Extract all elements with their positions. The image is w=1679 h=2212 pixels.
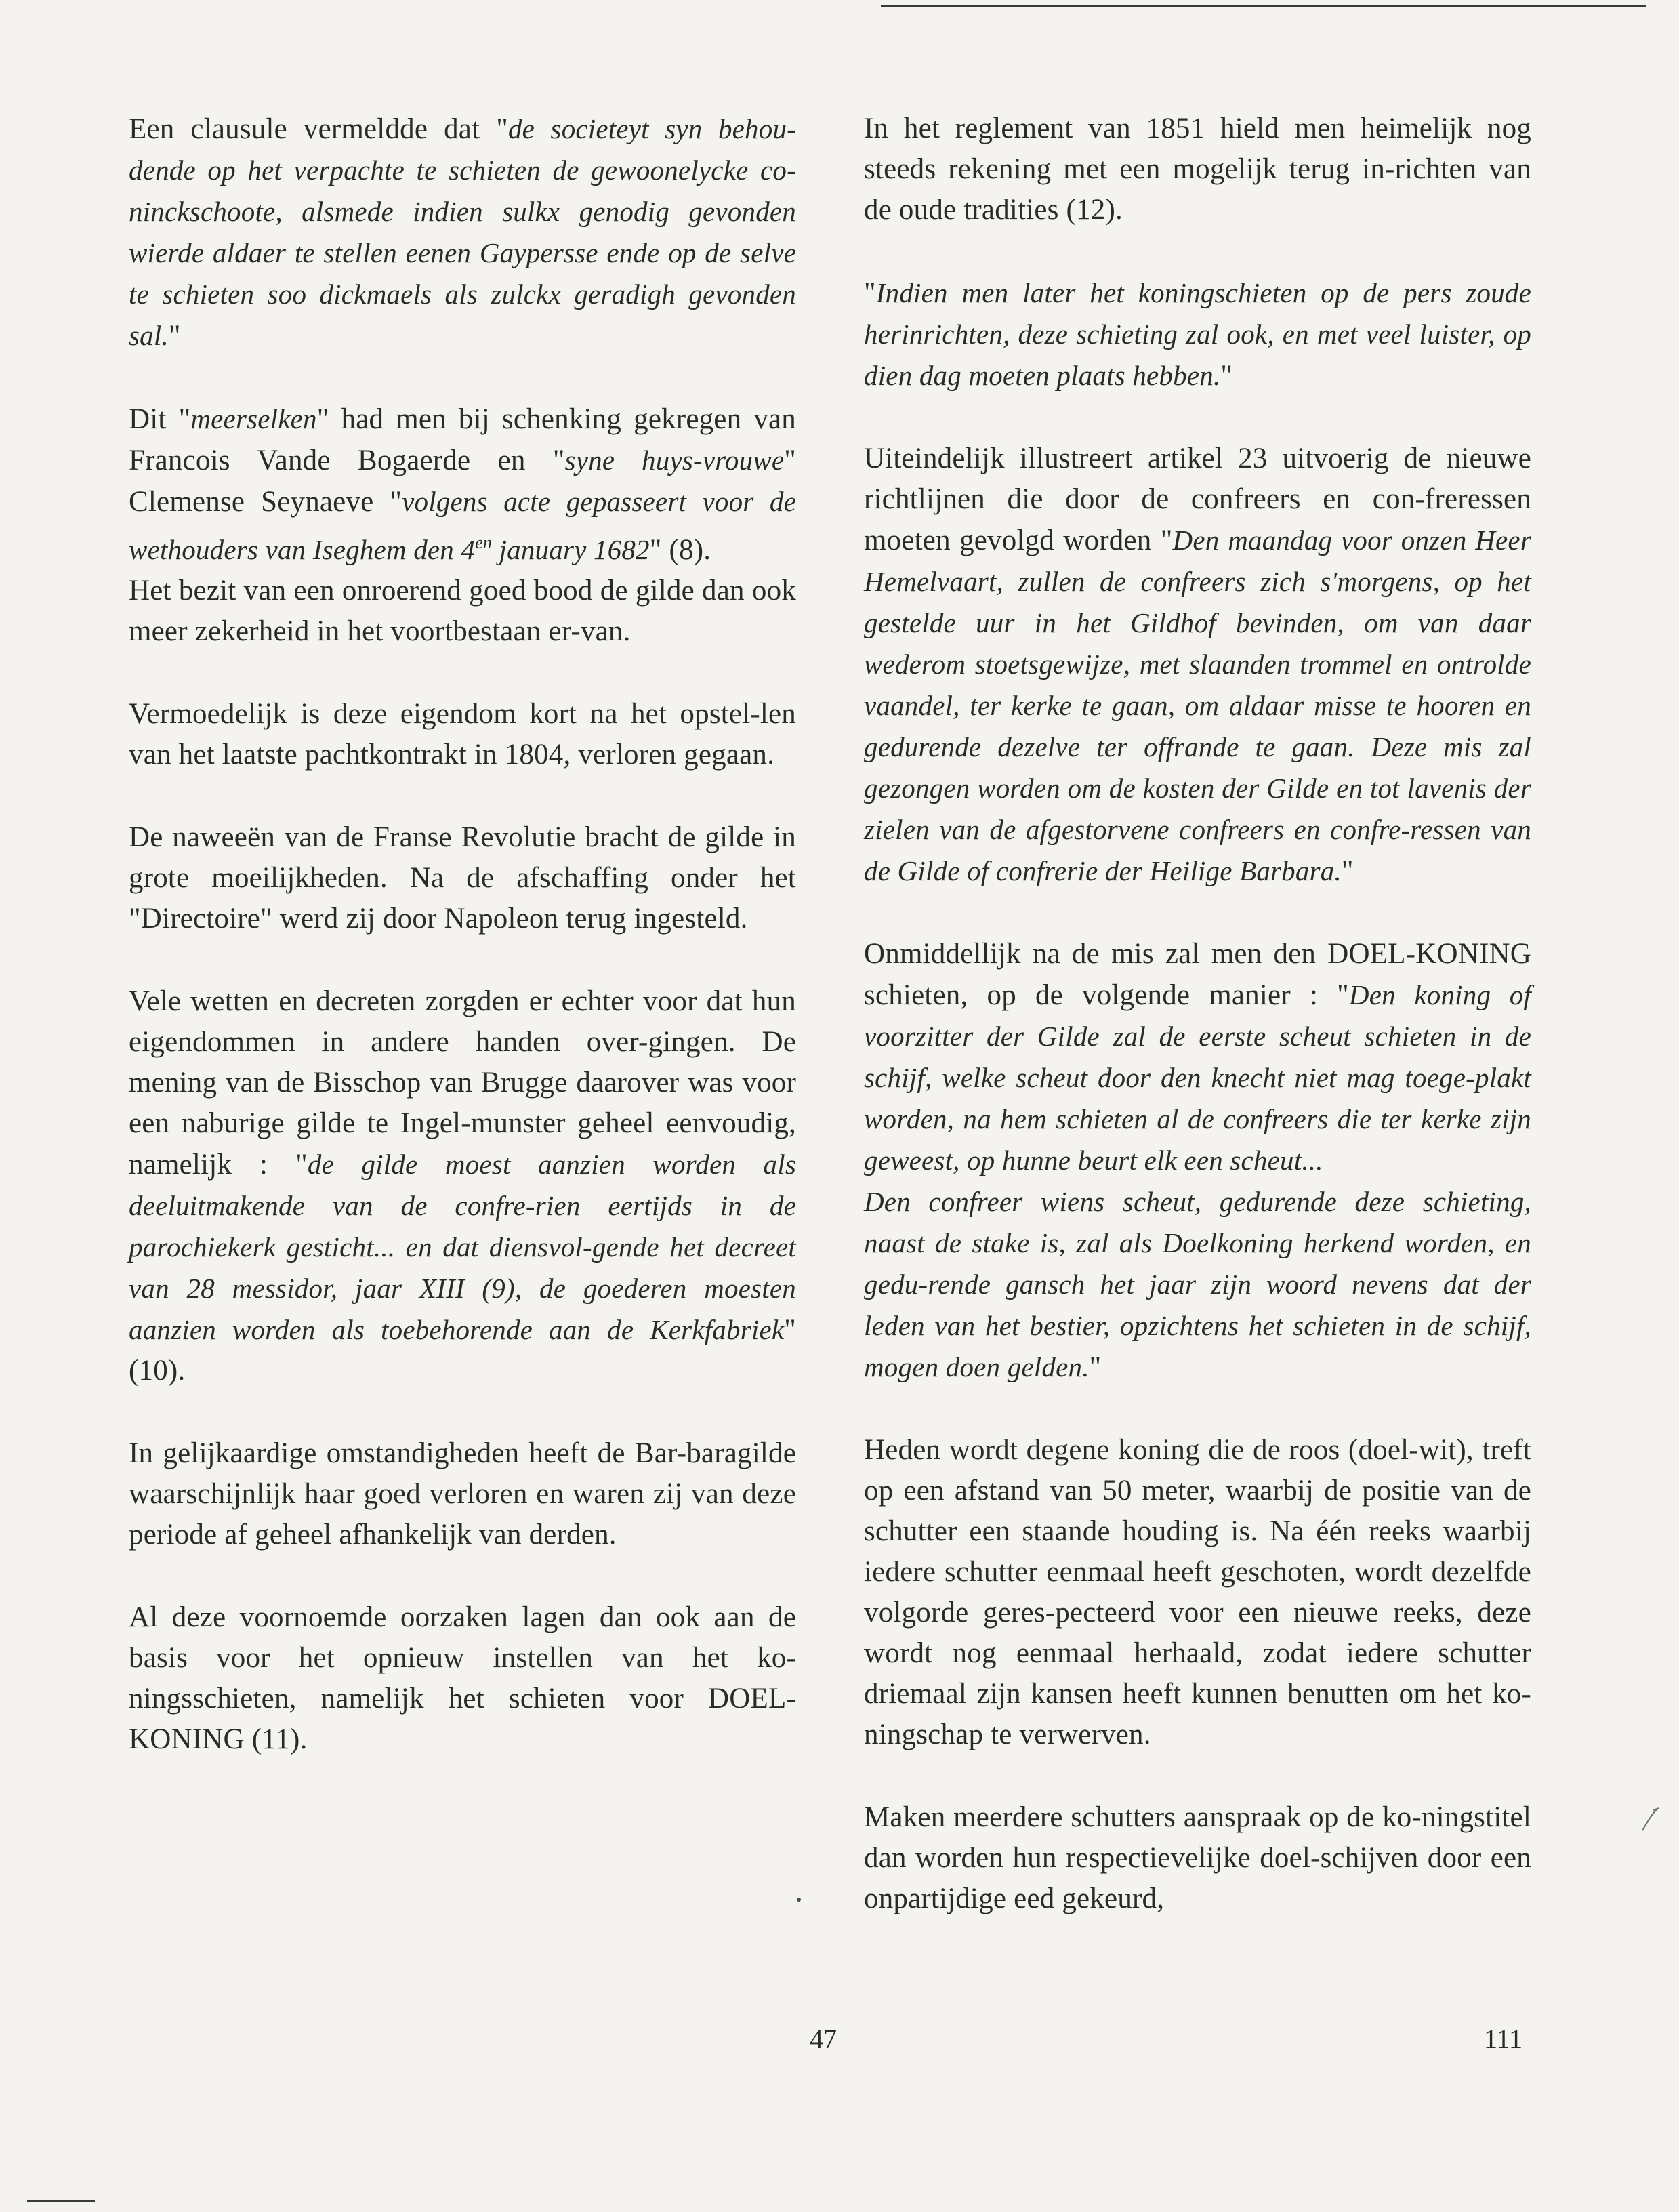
right-paragraph-2 <box>864 272 1531 396</box>
text-run: Dit " <box>129 403 191 435</box>
text-run: " had men bij schenking gekregen van Francois Vande Bogaerde en " <box>129 403 797 476</box>
pencil-mark-icon <box>1640 1806 1660 1833</box>
quote-italic: meerselken <box>190 403 317 434</box>
quote-italic: Indien men later het koningschieten op de pers zoude herinrichten, deze schieting zal ook, en met veel luister, op dien dag moeten plaats hebben. <box>864 277 1531 391</box>
text-run: Een clausule vermeldde dat " <box>129 113 508 145</box>
text-run: " <box>1220 360 1233 392</box>
quote-italic: de gilde moest aanzien worden als deeluitmakende van de confre-rien eertijds in de parochiekerk gesticht... en dat diensvol-gende het decreet van 28 messidor, jaar XIII (9), de goederen moesten aanzien worden als toebehorende aan de Kerkfabriek <box>129 1149 796 1345</box>
text-run: " <box>168 320 181 352</box>
right-paragraph-6: Maken meerdere schutters aanspraak op de ko-ningstitel dan worden hun respectievelijke doel-schijven door een onpartijdige eed gekeurd, <box>864 1801 1531 1914</box>
quote-italic: syne huys-vrouwe <box>564 445 785 476</box>
left-paragraph-1 <box>129 108 796 356</box>
text-run: Uiteindelijk illustreert artikel 23 uitvoerig de nieuwe richtlijnen die door de confreers en con-freressen moeten gevolgd worden " <box>864 443 1531 556</box>
text-run: " (8). <box>649 534 711 566</box>
text-run: " (10). <box>129 1314 796 1387</box>
top-rule <box>881 5 1646 7</box>
left-column <box>129 108 796 1802</box>
right-column <box>864 108 1531 1961</box>
left-paragraph-5: De naweeën van de Franse Revolutie bracht de gilde in grote moeilijkheden. Na de afschaffing onder het "Directoire" werd zij door Napoleon terug ingesteld. <box>129 821 796 935</box>
quote-italic: volgens acte gepasseert voor de wethouders van Iseghem den 4 <box>129 486 796 565</box>
text-run: Vele wetten en decreten zorgden er echter voor dat hun eigendommen in andere handen over-gingen. De mening van de Bisschop van Brugge daarover was voor een naburige gilde te Ingel-munster geheel eenvoudig, namelijk : " <box>129 985 796 1181</box>
right-paragraph-5: Heden wordt degene koning die de roos (doel-wit), treft op een afstand van 50 meter, waarbij de positie van de schutter een staande houding is. Na één reeks waarbij iedere schutter eenmaal heeft geschoten, wordt dezelfde volgorde geres-pecteerd voor een nieuwe reeks, deze wordt nog eenmaal herhaald, zodat iedere schutter driemaal zijn kansen heeft kunnen benutten om het ko-ningschap te verwerven. <box>864 1434 1531 1750</box>
left-paragraph-8: Al deze voornoemde oorzaken lagen dan ook aan de basis voor het opnieuw instellen van het ko-ningsschieten, namelijk het schieten voor DOEL-KONING (11). <box>129 1601 796 1755</box>
right-paragraph-3 <box>864 438 1531 892</box>
print-dot <box>797 1898 801 1902</box>
left-paragraph-3: Het bezit van een onroerend goed bood de gilde dan ook meer zekerheid in het voortbestaan er-van. <box>129 575 796 647</box>
right-paragraph-1: In het reglement van 1851 hield men heimelijk nog steeds rekening met een mogelijk terug in-richten van de oude tradities (12). <box>864 112 1531 226</box>
left-paragraph-7: In gelijkaardige omstandigheden heeft de Bar-baragilde waarschijnlijk haar goed verloren en waren zij van deze periode af geheel afhankelijk van derden. <box>129 1437 796 1551</box>
right-paragraph-4 <box>864 934 1531 1388</box>
quote-italic: Den koning of voorzitter der Gilde zal de eerste scheut schieten in de schijf, welke scheut door den knecht niet mag toege-plakt worden, na hem schieten al de confreers die ter kerke zijn geweest, op hunne beurt elk een scheut... <box>864 979 1531 1176</box>
text-run: " <box>864 277 876 309</box>
bottom-rule <box>27 2200 95 2202</box>
quote-italic: de societeyt syn behou-dende op het verpachte te schieten de gewoonelycke co-ninckschoote, alsmede indien sulkx genodig gevonden wierde aldaer te stellen eenen Gaypersse ende op de selve te schieten soo dickmaels als zulckx geradigh gevonden sal. <box>129 113 796 351</box>
quote-italic: Den confreer wiens scheut, gedurende deze schieting, naast de stake is, zal als Doelkoning herkend worden, en gedu-rende gansch het jaar zijn woord nevens dat der leden van het bestier, opzichtens het schieten in de schijf, mogen doen gelden. <box>864 1186 1531 1382</box>
quote-italic: january 1682 <box>492 534 650 565</box>
page-number-right: 111 <box>1484 2024 1523 2054</box>
text-run: Onmiddellijk na de mis zal men den DOEL-KONING schieten, op de volgende manier : " <box>864 938 1531 1011</box>
page-number-left: 47 <box>810 2024 837 2054</box>
text-run: " Clemense Seynaeve " <box>129 445 796 518</box>
superscript: en <box>475 533 493 552</box>
left-paragraph-2 <box>129 398 796 571</box>
left-paragraph-6 <box>129 981 796 1391</box>
text-run: " <box>1341 855 1354 887</box>
text-run: " <box>1089 1351 1102 1383</box>
quote-italic: Den maandag voor onzen Heer Hemelvaart, zullen de confreers zich s'morgens, op het gestelde uur in het Gildhof bevinden, om van daar wederom stoetsgewijze, met slaanden trommel en ontrolde vaandel, ter kerke te gaan, om aldaar misse te hooren en gedurende dezelve ter offrande te gaan. Deze mis zal gezongen worden om de kosten der Gilde en tot lavenis der zielen van de afgestorvene confreers en confre-ressen van de Gilde of confrerie der Heilige Barbara. <box>864 525 1531 886</box>
left-paragraph-4: Vermoedelijk is deze eigendom kort na het opstel-len van het laatste pachtkontrakt in 1804, verloren gegaan. <box>129 698 796 771</box>
